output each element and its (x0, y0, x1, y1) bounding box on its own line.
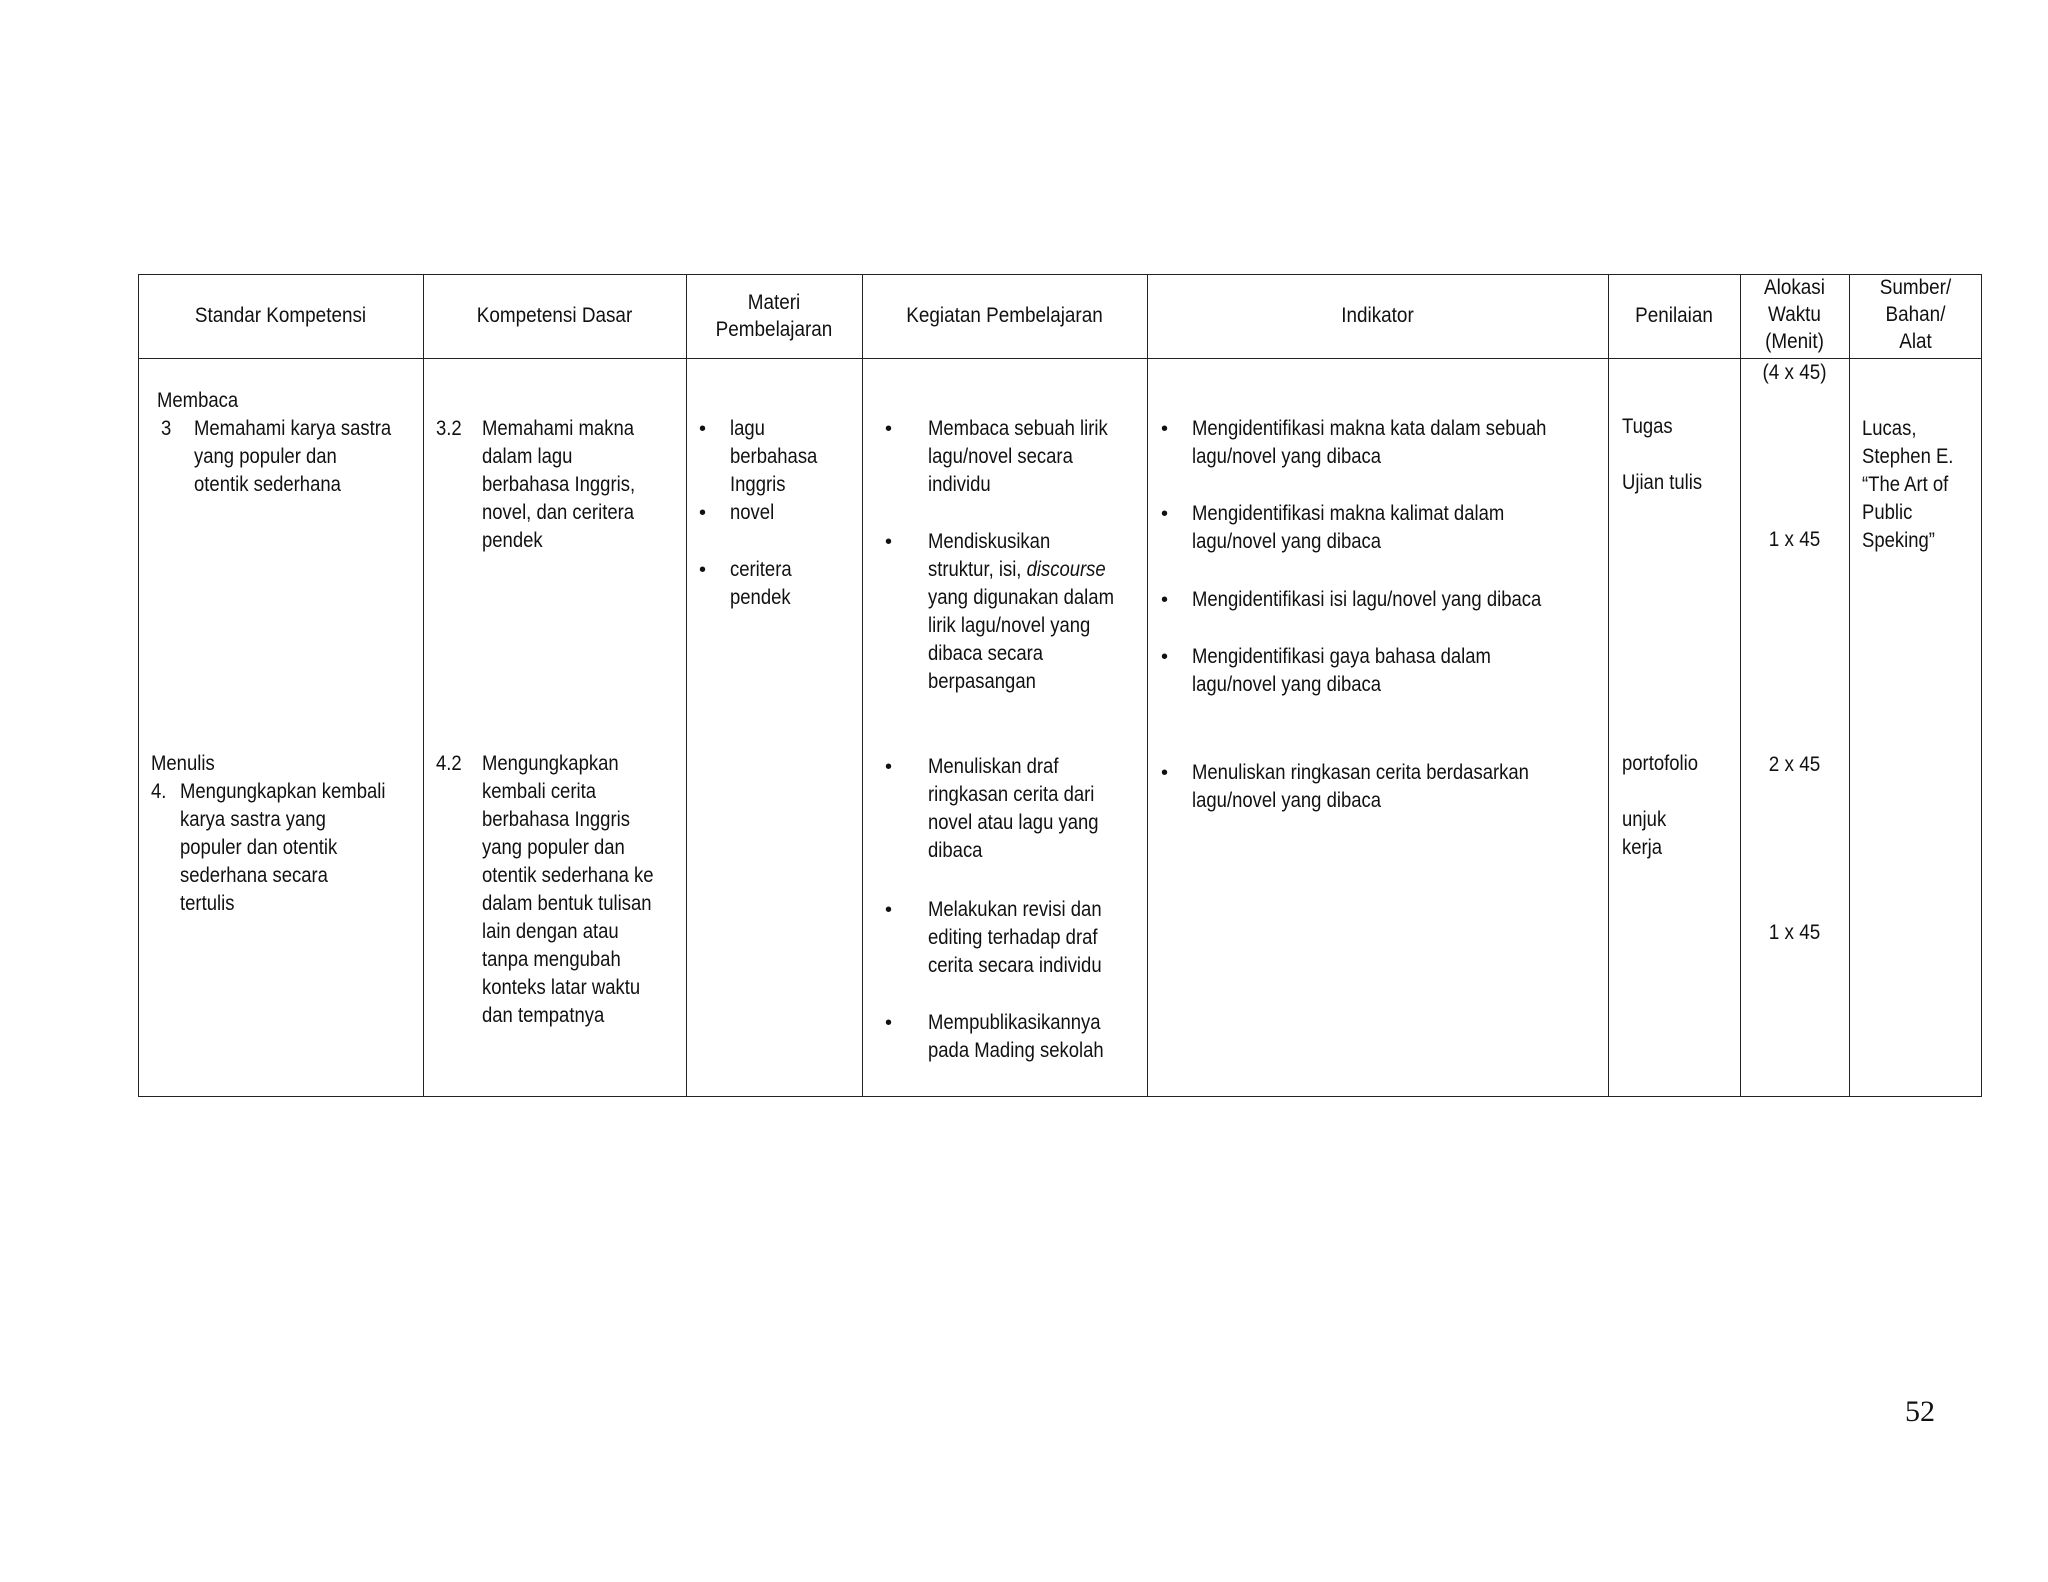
bullet-icon: • (699, 559, 707, 581)
column-divider (423, 274, 424, 1097)
header-sumber: Sumber/ Bahan/ Alat (1879, 276, 1952, 353)
standar-heading: Menulis (151, 752, 215, 775)
indikator-item: Mengidentifikasi makna kata dalam sebuah lagu/novel yang dibaca (1192, 417, 1547, 468)
penilaian-item: Ujian tulis (1622, 471, 1703, 494)
header-penilaian: Penilaian (1635, 304, 1713, 327)
penilaian-item: Tugas (1622, 415, 1673, 438)
column-divider (1608, 274, 1609, 1097)
bullet-icon: • (1161, 646, 1169, 668)
indikator-item: Mengidentifikasi gaya bahasa dalam lagu/novel yang dibaca (1192, 645, 1491, 696)
kegiatan-item: Membaca sebuah lirik lagu/novel secara individu (928, 417, 1108, 496)
standar-number: 3 (161, 417, 172, 440)
column-divider (1147, 274, 1148, 1097)
alokasi-item: 2 x 45 (1768, 753, 1821, 776)
indikator-item: Mengidentifikasi isi lagu/novel yang dibaca (1192, 588, 1542, 611)
kegiatan-item: Mendiskusikan struktur, isi, discourse yang digunakan dalam lirik lagu/novel yang dibaca secara berpasangan (928, 530, 1114, 693)
kegiatan-item: Menuliskan draf ringkasan cerita dari novel atau lagu yang dibaca (928, 755, 1099, 862)
header-standar-kompetensi: Standar Kompetensi (194, 304, 367, 327)
header-indikator: Indikator (1341, 304, 1414, 327)
standar-number: 4. (151, 780, 167, 803)
bullet-icon: • (885, 418, 893, 440)
header-alokasi-waktu: Alokasi Waktu (Menit) (1764, 276, 1825, 353)
syllabus-table (138, 274, 1982, 1097)
header-kompetensi-dasar: Kompetensi Dasar (476, 304, 633, 327)
indikator-item: Mengidentifikasi makna kalimat dalam lagu/novel yang dibaca (1192, 502, 1505, 553)
indikator-item: Menuliskan ringkasan cerita berdasarkan lagu/novel yang dibaca (1192, 761, 1529, 812)
standar-heading: Membaca (157, 389, 239, 412)
kegiatan-item: Mempublikasikannya pada Mading sekolah (928, 1011, 1104, 1062)
bullet-icon: • (1161, 503, 1169, 525)
column-divider (862, 274, 863, 1097)
bullet-icon: • (885, 756, 893, 778)
kegiatan-item: Melakukan revisi dan editing terhadap draf cerita secara individu (928, 898, 1102, 977)
bullet-icon: • (1161, 418, 1169, 440)
column-divider (686, 274, 687, 1097)
kd-text: Memahami makna dalam lagu berbahasa Inggris, novel, dan ceritera pendek (482, 417, 636, 552)
bullet-icon: • (1161, 762, 1169, 784)
page-number: 52 (1905, 1395, 1935, 1428)
materi-item: novel (730, 501, 775, 524)
column-divider (1740, 274, 1741, 1097)
column-divider (1849, 274, 1850, 1097)
total-time: (4 x 45) (1762, 361, 1827, 384)
bullet-icon: • (1161, 589, 1169, 611)
alokasi-item: 1 x 45 (1768, 528, 1821, 551)
alokasi-item: 1 x 45 (1768, 921, 1821, 944)
penilaian-item: portofolio (1622, 752, 1699, 775)
kd-number: 3.2 (436, 417, 462, 440)
penilaian-item: unjuk kerja (1622, 808, 1667, 859)
materi-item: lagu berbahasa Inggris (730, 417, 818, 496)
bullet-icon: • (699, 502, 707, 524)
bullet-icon: • (699, 418, 707, 440)
kd-text: Mengungkapkan kembali cerita berbahasa Inggris yang populer dan otentik sederhana ke dalam bentuk tulisan lain dengan atau tanpa mengubah konteks latar waktu dan tempatnya (482, 752, 654, 1027)
sumber-item: Lucas, Stephen E. “The Art of Public Speking” (1862, 417, 1954, 552)
header-materi: Materi Pembelajaran (715, 291, 833, 341)
materi-item: ceritera pendek (730, 558, 792, 609)
header-kegiatan: Kegiatan Pembelajaran (906, 304, 1103, 327)
bullet-icon: • (885, 899, 893, 921)
bullet-icon: • (885, 1012, 893, 1034)
bullet-icon: • (885, 531, 893, 553)
standar-text: Memahami karya sastra yang populer dan otentik sederhana (194, 417, 392, 496)
kd-number: 4.2 (436, 752, 462, 775)
header-divider (138, 358, 1982, 359)
standar-text: Mengungkapkan kembali karya sastra yang populer dan otentik sederhana secara tertulis (180, 780, 386, 915)
